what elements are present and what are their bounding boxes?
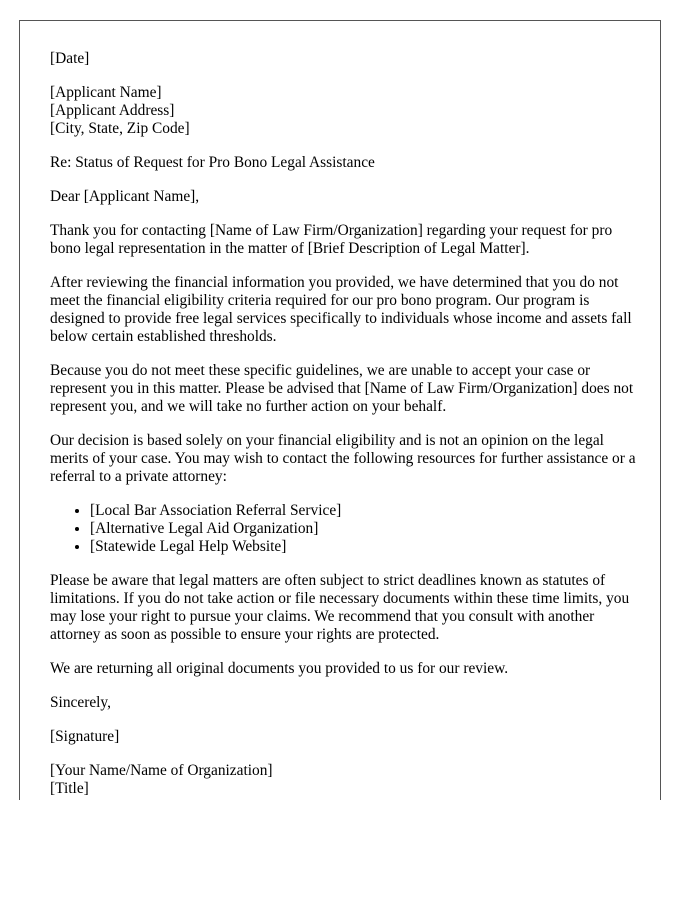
recipient-city-state-zip: [City, State, Zip Code] xyxy=(50,120,190,137)
sender-title: [Title] xyxy=(50,780,89,797)
recipient-address-block xyxy=(50,84,640,138)
signature-placeholder: [Signature] xyxy=(50,728,120,745)
resources-list xyxy=(50,502,640,556)
subject-line: Re: Status of Request for Pro Bono Legal Assistance xyxy=(50,154,375,171)
sender-block xyxy=(50,762,640,798)
letter-body xyxy=(50,50,640,798)
eligibility-paragraph: After reviewing the financial information you provided, we have determined that you do not meet the financial eligibility criteria required for our pro bono program. Our program is designed to provide free legal services specifically to individuals whose income and assets fall below certain established thresholds. xyxy=(50,274,632,345)
sender-name: [Your Name/Name of Organization] xyxy=(50,762,273,779)
salutation: Dear [Applicant Name], xyxy=(50,188,200,205)
resources-intro-paragraph: Our decision is based solely on your financial eligibility and is not an opinion on the legal merits of your case. You may wish to contact the following resources for further assistance or a referral to a private attorney: xyxy=(50,432,636,485)
documents-returned-paragraph: We are returning all original documents you provided to us for our review. xyxy=(50,660,509,677)
resource-item: • [Statewide Legal Help Website] xyxy=(90,538,640,556)
deadline-warning-paragraph: Please be aware that legal matters are often subject to strict deadlines known as statutes of limitations. If you do not take action or file necessary documents within these time limits, you may lose your right to pursue your claims. We recommend that you consult with another attorney as soon as possible to ensure your rights are protected. xyxy=(50,572,630,643)
resource-item: • [Local Bar Association Referral Service] xyxy=(90,502,640,520)
intro-paragraph: Thank you for contacting [Name of Law Firm/Organization] regarding your request for pro bono legal representation in the matter of [Brief Description of Legal Matter]. xyxy=(50,222,613,257)
resource-item: • [Alternative Legal Aid Organization] xyxy=(90,520,640,538)
no-representation-paragraph: Because you do not meet these specific guidelines, we are unable to accept your case or represent you in this matter. Please be advised that [Name of Law Firm/Organization] does not represent you, and we will take no further action on your behalf. xyxy=(50,362,634,415)
closing: Sincerely, xyxy=(50,694,111,711)
letter-page xyxy=(19,20,661,800)
recipient-address: [Applicant Address] xyxy=(50,102,175,119)
letter-date: [Date] xyxy=(50,50,90,67)
recipient-name: [Applicant Name] xyxy=(50,84,162,101)
